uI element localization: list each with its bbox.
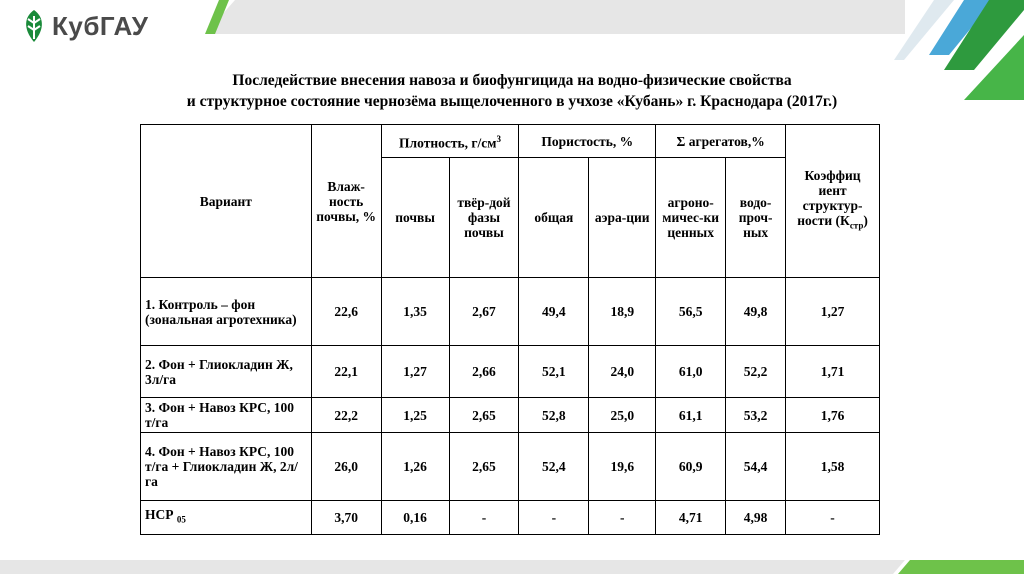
page-title	[0, 70, 1024, 112]
cell-value: -	[449, 501, 519, 535]
logo	[22, 8, 148, 44]
cell-value: 2,65	[449, 398, 519, 433]
header-density-solid: твёр-дой фазы почвы	[449, 158, 519, 278]
row-variant: 1. Контроль – фон (зональная агротехника)	[141, 278, 312, 346]
cell-value: 4,71	[656, 501, 726, 535]
cell-value: 2,66	[449, 346, 519, 398]
row-variant: 3. Фон + Навоз КРС, 100 т/га	[141, 398, 312, 433]
header-aggregates: Σ агрегатов,%	[656, 125, 786, 158]
row-variant: 4. Фон + Навоз КРС, 100 т/га + Глиокладин Ж, 2л/га	[141, 433, 312, 501]
cell-value: 52,8	[519, 398, 589, 433]
cell-value: 26,0	[311, 433, 381, 501]
cell-value: 54,4	[726, 433, 786, 501]
cell-value: 19,6	[589, 433, 656, 501]
cell-value: 1,25	[381, 398, 449, 433]
header-agg-waterproof: водо-проч-ных	[726, 158, 786, 278]
cell-value: 56,5	[656, 278, 726, 346]
header-porosity-total: общая	[519, 158, 589, 278]
cell-value: 61,0	[656, 346, 726, 398]
cell-value: 1,71	[786, 346, 880, 398]
header-variant: Вариант	[141, 125, 312, 278]
header-coefficient: Коэффиц иент структур-ности $(К_{стр})$	[786, 125, 880, 278]
cell-value: 4,98	[726, 501, 786, 535]
table-row	[141, 433, 880, 501]
cell-value: 3,70	[311, 501, 381, 535]
cell-value: 18,9	[589, 278, 656, 346]
header-moisture: Влаж-ность почвы, %	[311, 125, 381, 278]
leaf-logo-icon	[22, 9, 46, 43]
cell-value: 2,67	[449, 278, 519, 346]
cell-value: -	[589, 501, 656, 535]
cell-value: 1,27	[381, 346, 449, 398]
cell-value: 1,27	[786, 278, 880, 346]
cell-value: 1,76	[786, 398, 880, 433]
table-row	[141, 398, 880, 433]
table-row	[141, 346, 880, 398]
cell-value: 61,1	[656, 398, 726, 433]
row-variant: 2. Фон + Глиокладин Ж, 3л/га	[141, 346, 312, 398]
cell-value: 60,9	[656, 433, 726, 501]
table-row	[141, 501, 880, 535]
header-density-soil: почвы	[381, 158, 449, 278]
cell-value: 49,8	[726, 278, 786, 346]
cell-value: 52,4	[519, 433, 589, 501]
cell-value: 25,0	[589, 398, 656, 433]
title-line-1: Последействие внесения навоза и биофунгицида на водно-физические свойства	[232, 72, 792, 89]
cell-value: 1,26	[381, 433, 449, 501]
cell-value: -	[519, 501, 589, 535]
cell-value: 2,65	[449, 433, 519, 501]
header-porosity: Пористость, %	[519, 125, 656, 158]
cell-value: 22,2	[311, 398, 381, 433]
data-table	[140, 124, 880, 535]
cell-value: 1,58	[786, 433, 880, 501]
cell-value: 22,1	[311, 346, 381, 398]
bottom-decorative-band	[0, 540, 1024, 574]
table-row	[141, 278, 880, 346]
logo-text: КубГАУ	[52, 10, 149, 41]
cell-value: 49,4	[519, 278, 589, 346]
cell-value: 52,2	[726, 346, 786, 398]
title-line-2: и структурное состояние чернозёма выщелоченного в учхозе «Кубань» г. Краснодара (2017г.)	[186, 93, 838, 110]
cell-value: 52,1	[519, 346, 589, 398]
cell-value: 53,2	[726, 398, 786, 433]
header-porosity-aeration: аэра-ции	[589, 158, 656, 278]
header-agg-agronomic: агроно-мичес-ки ценных	[656, 158, 726, 278]
cell-value: -	[786, 501, 880, 535]
cell-value: 22,6	[311, 278, 381, 346]
row-hcp: НСР $_{05}$	[141, 501, 312, 535]
cell-value: 24,0	[589, 346, 656, 398]
header-density: Плотность, $г/см^3$	[381, 125, 519, 158]
cell-value: 0,16	[381, 501, 449, 535]
top-decorative-band	[205, 0, 905, 34]
cell-value: 1,35	[381, 278, 449, 346]
